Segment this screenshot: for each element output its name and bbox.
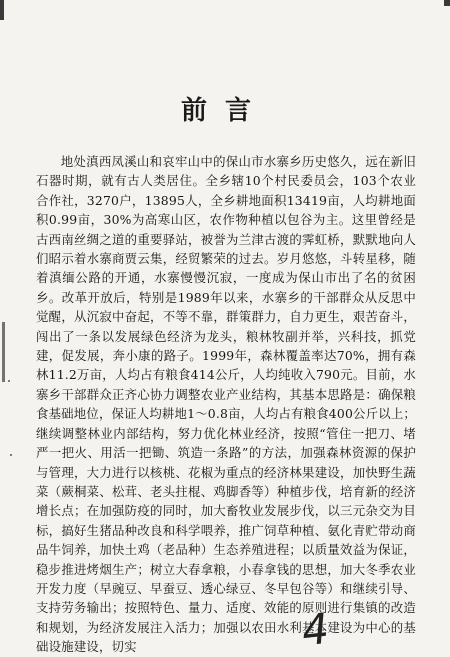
scan-speck — [8, 380, 10, 382]
body-paragraph: 地处滇西凤溪山和哀牢山中的保山市水寨乡历史悠久，远在新旧石器时期，就有古人类居住。全乡辖10个村民委员会，103个农业合作社，3270户，13895人，全乡耕地面积13419亩，人均耕地面积0.99亩，30%为高寒山区，农作物种植以包谷为主。这里曾经是古西南丝绸之道的重要驿站，被誉为兰津古渡的霁虹桥，默默地向人们昭示着水寨商贾云集，经贸繁荣的过去。岁月悠悠，斗转星移，随着滇缅公路的开通，水寨慢慢沉寂，一度成为保山市出了名的贫困乡。改革开放后，特别是1989年以来，水寨乡的干部群众从反思中觉醒，从沉寂中奋起，不等不靠，群策群力，自力更生，艰苦奋斗，闯出了一条以发展绿色经济为龙头，粮林牧副并举，兴科技，抓党建，促发展，奔小康的路子。1999年，森林覆盖率达70%，拥有森林11.2万亩，人均占有粮食414公斤，人均纯收入790元。目前，水寨乡干部群众正齐心协力调整农业产业结构，其基本思路是：确保粮食基础地位，保证人均耕地1～0.8亩，人均占有粮食400公斤以上；继续调整林业内部结构，努力优化林业经济，按照“管住一把刀、堵严一把火、用活一把锄、筑造一条路”的方法，加强森林资源的保护与管理，大力进行以核桃、花椒为重点的经济林果建设，加快野生蔬菜（蕨桐菜、松茸、老头拄棍、鸡脚香等）种植步伐，培育新的经济增长点；在加强防疫的同时，加大畜牧业发展步伐，以三元杂交为目标，搞好生猪品种改良和科学喂养，推广饲草种植、氨化青贮带动商品牛饲养，加快土鸡（老品种）生态养殖进程；以质量效益为保证，稳步推进烤烟生产；树立大春拿粮，小春拿钱的思想，加大冬季农业开发力度（早豌豆、早蚕豆、透心绿豆、冬早包谷等）和继续引导、支持劳务输出；按照特色、量力、适度、效能的原则进行集镇的改造和规划，为经济发展注入活力；加强以农田水利基本建设为中心的基础设施建设，切实 — [36, 154, 416, 655]
handwritten-page-number: 4 — [299, 603, 332, 656]
scan-speck — [10, 454, 12, 456]
scan-edge-mark — [0, 0, 4, 20]
page-title: 前言 — [180, 96, 269, 126]
scan-edge-mark — [444, 0, 450, 6]
scan-edge-mark — [2, 322, 5, 382]
